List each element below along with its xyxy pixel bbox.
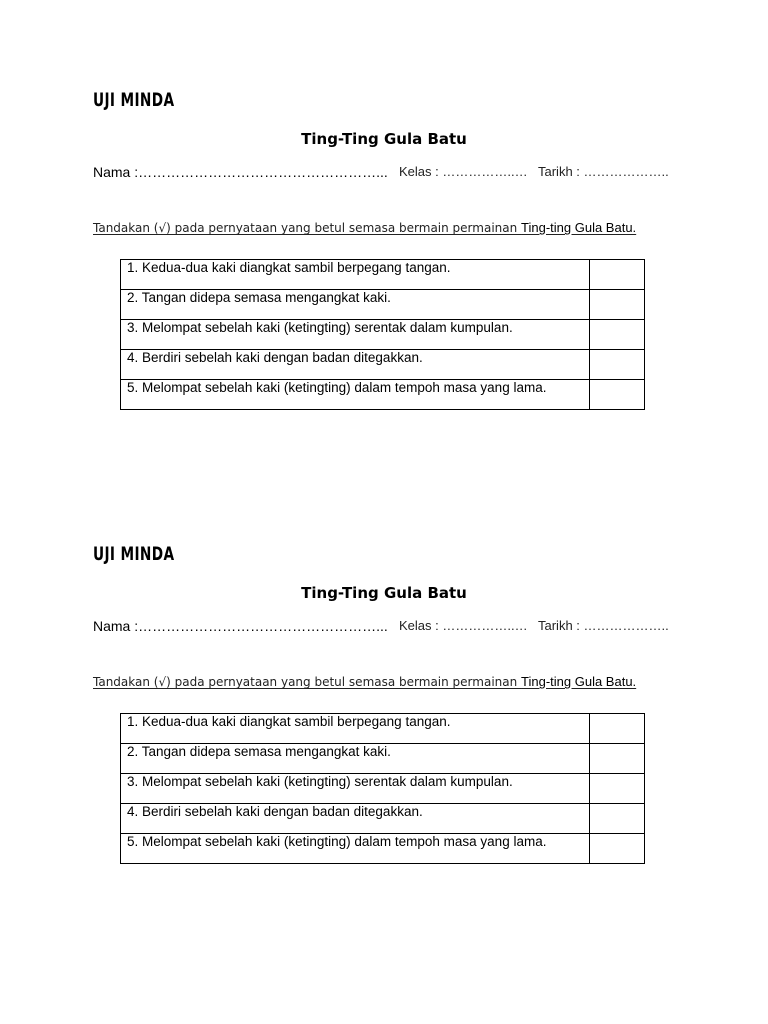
worksheet-heading: UJI MINDA: [93, 543, 175, 565]
kelas-label: Kelas :: [399, 164, 439, 179]
instruction-prefix: Tandakan (√) pada pernyataan yang betul semasa bermain permainan: [93, 221, 522, 235]
nama-field[interactable]: [93, 164, 388, 180]
kelas-field[interactable]: [399, 164, 528, 180]
tarikh-label: Tarikh :: [538, 164, 580, 179]
checklist-table: [120, 713, 645, 864]
tarikh-dots: ………………..: [579, 164, 669, 179]
worksheet-title: Ting-Ting Gula Batu: [301, 584, 467, 602]
tick-box[interactable]: [590, 804, 645, 834]
table-row: [121, 290, 645, 320]
statement-cell: 1. Kedua-dua kaki diangkat sambil berpegang tangan.: [121, 260, 590, 290]
nama-dots: ……………………………………………...: [138, 618, 388, 634]
instruction-prefix: Tandakan (√) pada pernyataan yang betul semasa bermain permainan: [93, 675, 522, 689]
statement-cell: 3. Melompat sebelah kaki (ketingting) serentak dalam kumpulan.: [121, 774, 590, 804]
table-row: [121, 380, 645, 410]
tick-box[interactable]: [590, 774, 645, 804]
tarikh-dots: ………………..: [579, 618, 669, 633]
kelas-field[interactable]: [399, 618, 528, 634]
tarikh-field[interactable]: [538, 618, 669, 634]
instruction-text: [93, 220, 636, 236]
kelas-dots: ……………..…: [438, 618, 528, 633]
statement-cell: 2. Tangan didepa semasa mengangkat kaki.: [121, 290, 590, 320]
statement-cell: 2. Tangan didepa semasa mengangkat kaki.: [121, 744, 590, 774]
nama-label: Nama :: [93, 618, 139, 634]
statement-cell: 4. Berdiri sebelah kaki dengan badan ditegakkan.: [121, 350, 590, 380]
tarikh-label: Tarikh :: [538, 618, 580, 633]
worksheet-2: [0, 543, 768, 943]
instruction-game-name: Ting-ting Gula Batu.: [521, 220, 637, 235]
table-row: [121, 320, 645, 350]
kelas-label: Kelas :: [399, 618, 439, 633]
nama-field[interactable]: [93, 618, 388, 634]
table-row: [121, 260, 645, 290]
tick-box[interactable]: [590, 380, 645, 410]
table-row: [121, 804, 645, 834]
statement-cell: 3. Melompat sebelah kaki (ketingting) serentak dalam kumpulan.: [121, 320, 590, 350]
nama-label: Nama :: [93, 164, 139, 180]
tick-box[interactable]: [590, 834, 645, 864]
table-row: [121, 834, 645, 864]
worksheet-title: Ting-Ting Gula Batu: [301, 130, 467, 148]
statement-cell: 5. Melompat sebelah kaki (ketingting) dalam tempoh masa yang lama.: [121, 834, 590, 864]
tick-box[interactable]: [590, 350, 645, 380]
tick-box[interactable]: [590, 260, 645, 290]
table-row: [121, 350, 645, 380]
instruction-text: [93, 674, 636, 690]
table-row: [121, 714, 645, 744]
nama-dots: ……………………………………………...: [138, 164, 388, 180]
tick-box[interactable]: [590, 714, 645, 744]
tick-box[interactable]: [590, 320, 645, 350]
instruction-game-name: Ting-ting Gula Batu.: [521, 674, 637, 689]
tarikh-field[interactable]: [538, 164, 669, 180]
statement-cell: 1. Kedua-dua kaki diangkat sambil berpegang tangan.: [121, 714, 590, 744]
worksheet-heading: UJI MINDA: [93, 89, 175, 111]
table-row: [121, 744, 645, 774]
checklist-table: [120, 259, 645, 410]
tick-box[interactable]: [590, 290, 645, 320]
tick-box[interactable]: [590, 744, 645, 774]
statement-cell: 5. Melompat sebelah kaki (ketingting) dalam tempoh masa yang lama.: [121, 380, 590, 410]
kelas-dots: ……………..…: [438, 164, 528, 179]
table-row: [121, 774, 645, 804]
statement-cell: 4. Berdiri sebelah kaki dengan badan ditegakkan.: [121, 804, 590, 834]
worksheet-1: [0, 89, 768, 489]
